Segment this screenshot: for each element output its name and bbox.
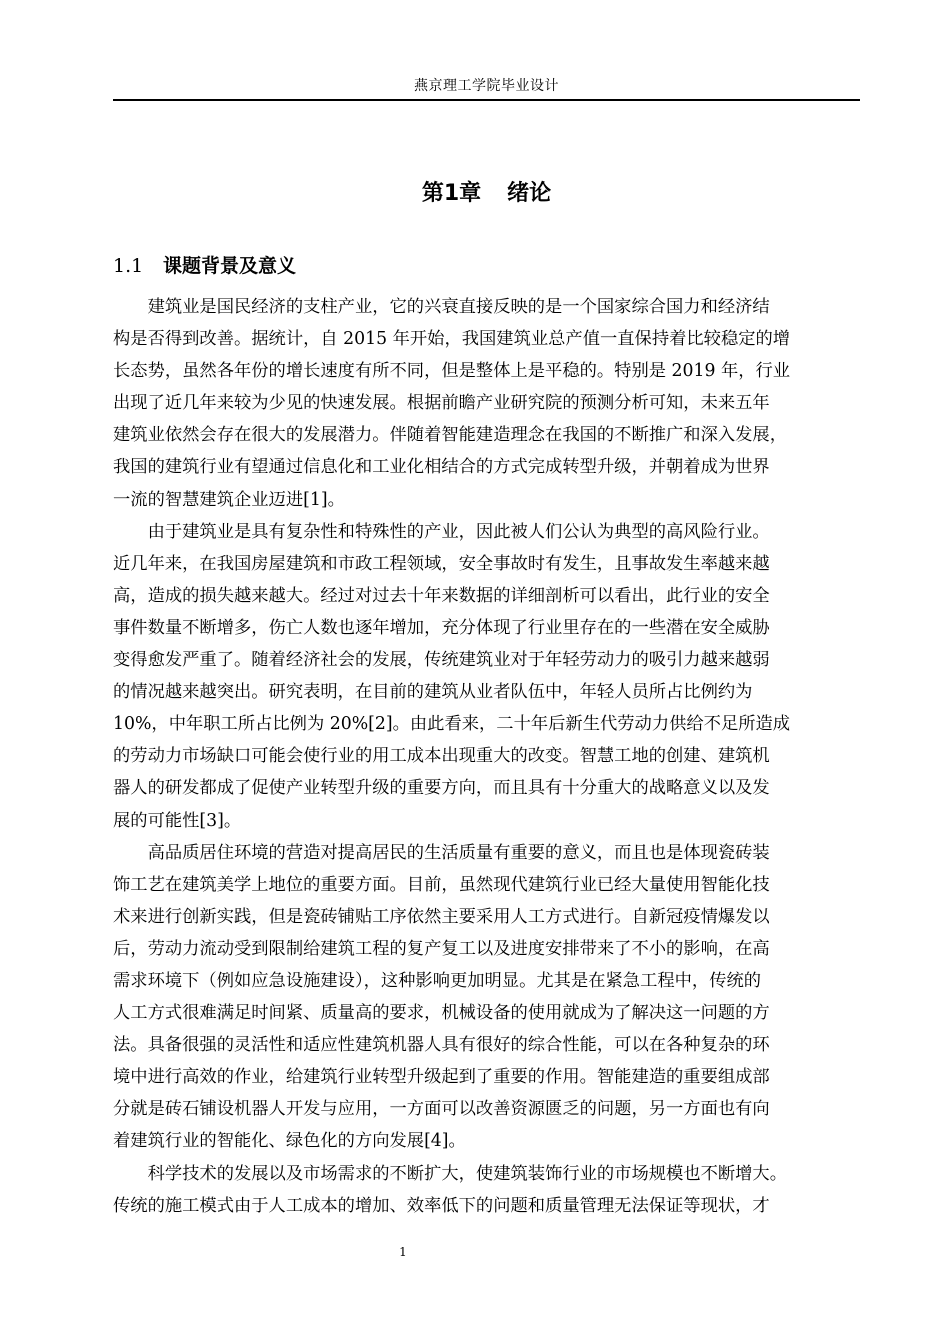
- text-line: 高品质居住环境的营造对提高居民的生活质量有重要的意义，而且也是体现瓷砖装: [113, 842, 770, 863]
- text-line: 一流的智慧建筑企业迈进[1]。: [113, 489, 345, 510]
- page-header: 燕京理工学院毕业设计: [414, 78, 559, 94]
- text-line: 构是否得到改善。据统计，自 2015 年开始，我国建筑业总产值一直保持着比较稳定的增: [113, 329, 791, 350]
- text-line: 事件数量不断增多，伤亡人数也逐年增加，充分体现了行业里存在的一些潜在安全威胁: [113, 617, 770, 638]
- text-line: 建筑业是国民经济的支柱产业，它的兴衰直接反映的是一个国家综合国力和经济结: [113, 297, 770, 317]
- chapter-title: [113, 178, 860, 210]
- text-line: 传统的施工模式由于人工成本的增加、效率低下的问题和质量管理无法保证等现状，才: [113, 1195, 770, 1216]
- text-line: 境中进行高效的作业，给建筑行业转型升级起到了重要的作用。智能建造的重要组成部: [113, 1067, 770, 1088]
- text-line: 10%，中年职工所占比例为 20%[2]。由此看来，二十年后新生代劳动力供给不足所造成: [113, 714, 791, 735]
- text-line: 的劳动力市场缺口可能会使行业的用工成本出现重大的改变。智慧工地的创建、建筑机: [113, 746, 770, 767]
- section-name: 课题背景及意义: [163, 255, 297, 277]
- text-line: 器人的研发都成了促使产业转型升级的重要方向，而且具有十分重大的战略意义以及发: [113, 778, 770, 799]
- text-line: 术来进行创新实践，但是瓷砖铺贴工序依然主要采用人工方式进行。自新冠疫情爆发以: [113, 906, 770, 927]
- text-line: 出现了近几年来较为少见的快速发展。根据前瞻产业研究院的预测分析可知，未来五年: [113, 393, 770, 414]
- text-line: 建筑业依然会存在很大的发展潜力。伴随着智能建造理念在我国的不断推广和深入发展，: [113, 425, 787, 446]
- text-line: 近几年来，在我国房屋建筑和市政工程领域，安全事故时有发生，且事故发生率越来越: [113, 553, 770, 574]
- text-line: 由于建筑业是具有复杂性和特殊性的产业，因此被人们公认为典型的高风险行业。: [113, 521, 770, 542]
- text-line: 高，造成的损失越来越大。经过对过去十年来数据的详细剖析可以看出，此行业的安全: [113, 585, 770, 606]
- text-line: 法。具备很强的灵活性和适应性建筑机器人具有很好的综合性能，可以在各种复杂的环: [113, 1035, 770, 1056]
- text-line: 着建筑行业的智能化、绿色化的方向发展[4]。: [113, 1131, 466, 1152]
- text-line: 展的可能性[3]。: [113, 810, 242, 831]
- chapter-number: 第1章: [421, 181, 482, 206]
- text-line: 分就是砖石铺设机器人开发与应用，一方面可以改善资源匮乏的问题，另一方面也有向: [113, 1099, 770, 1120]
- page-number: 1: [399, 1245, 407, 1259]
- text-line: 长态势，虽然各年份的增长速度有所不同，但是整体上是平稳的。特别是 2019 年，行业: [113, 361, 791, 382]
- text-line: 变得愈发严重了。随着经济社会的发展，传统建筑业对于年轻劳动力的吸引力越来越弱: [113, 650, 770, 671]
- text-line: 人工方式很难满足时间紧、质量高的要求，机械设备的使用就成为了解决这一问题的方: [113, 1003, 770, 1024]
- text-line: 后，劳动力流动受到限制给建筑工程的复产复工以及进度安排带来了不小的影响，在高: [113, 938, 770, 959]
- text-line: 饰工艺在建筑美学上地位的重要方面。目前，虽然现代建筑行业已经大量使用智能化技: [113, 874, 770, 895]
- text-line: 科学技术的发展以及市场需求的不断扩大，使建筑装饰行业的市场规模也不断增大。: [113, 1163, 787, 1184]
- text-line: 我国的建筑行业有望通过信息化和工业化相结合的方式完成转型升级，并朝着成为世界: [113, 457, 770, 478]
- header-divider: [113, 99, 860, 101]
- text-line: 需求环境下（例如应急设施建设），这种影响更加明显。尤其是在紧急工程中，传统的: [113, 970, 762, 991]
- body-text: [113, 291, 860, 1222]
- section-heading: [113, 252, 296, 280]
- section-number: 1.1: [113, 255, 144, 277]
- text-line: 的情况越来越突出。研究表明，在目前的建筑从业者队伍中，年轻人员所占比例约为: [113, 682, 753, 703]
- chapter-name: 绪论: [507, 181, 552, 206]
